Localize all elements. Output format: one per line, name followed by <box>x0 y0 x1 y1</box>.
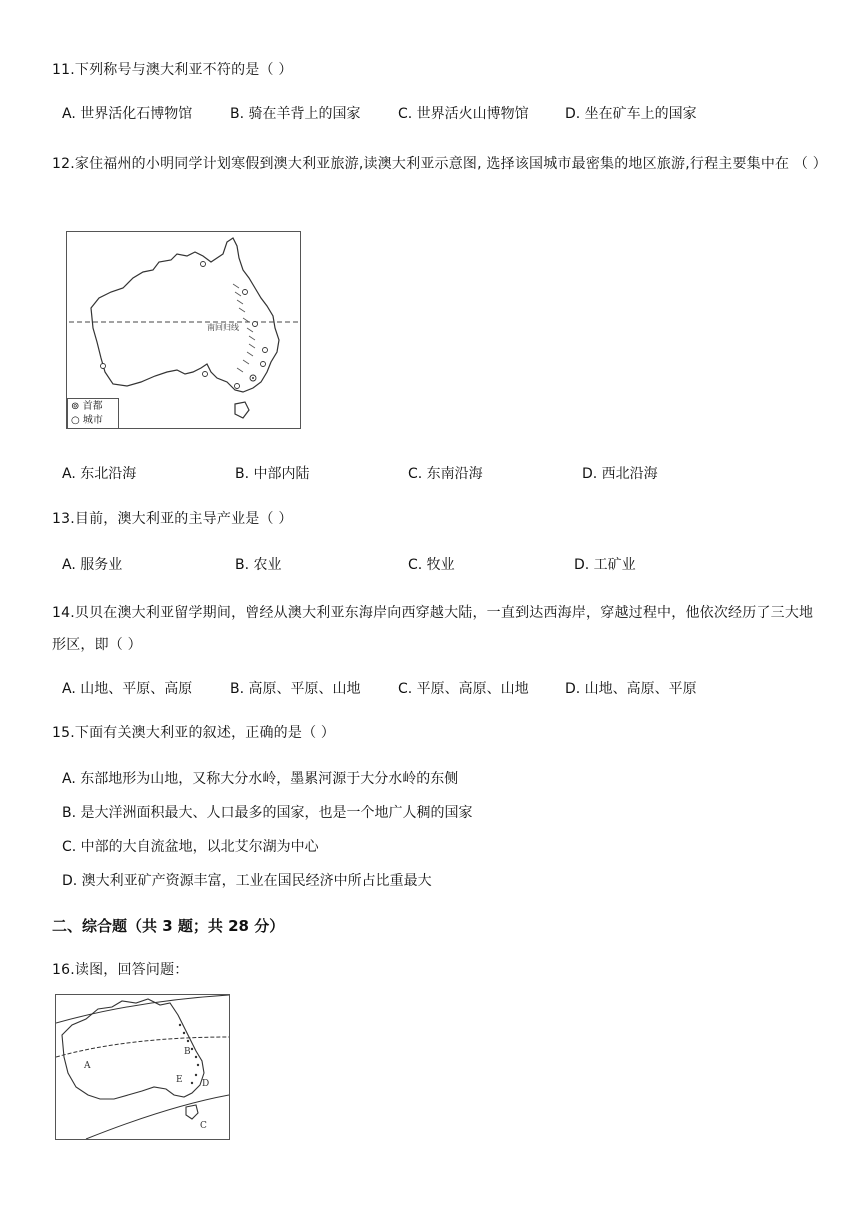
option-a[interactable]: A. 东部地形为山地，又称大分水岭，墨累河源于大分水岭的东侧 <box>62 771 459 787</box>
question-11-options <box>62 102 822 126</box>
australia-regions-outline <box>56 995 229 1139</box>
option-a[interactable]: A. 服务业 <box>62 557 123 573</box>
question-12-options <box>62 462 822 486</box>
map-label-e: E <box>176 1075 183 1085</box>
option-b[interactable]: B. 是大洋洲面积最大、人口最多的国家，也是一个地广人稠的国家 <box>62 805 473 821</box>
option-c[interactable]: C. 牧业 <box>408 557 455 573</box>
option-c[interactable]: C. 平原、高原、山地 <box>398 681 529 697</box>
map-label-a: A <box>84 1061 91 1071</box>
capital-symbol-icon: ⊚ <box>71 401 80 412</box>
section-heading: 二、综合题（共 3 题；共 28 分） <box>52 917 285 935</box>
option-d[interactable]: D. 西北沿海 <box>582 466 658 482</box>
question-14-options <box>62 677 822 701</box>
question-13-options <box>62 553 822 577</box>
map-label-b: B <box>184 1047 191 1057</box>
map-legend <box>67 398 119 429</box>
question-14-stem: 14.贝贝在澳大利亚留学期间，曾经从澳大利亚东海岸向西穿越大陆，一直到达西海岸，穿越过程中，他依次经历了三大地形区，即（ ） <box>52 605 814 653</box>
option-d[interactable]: D. 坐在矿车上的国家 <box>565 106 697 122</box>
legend-capital: ⊚ 首都 <box>71 401 103 412</box>
question-12-stem: 12.家住福州的小明同学计划寒假到澳大利亚旅游,读澳大利亚示意图, 选择该国城市最密集的地区旅游,行程主要集中在 （ ） <box>52 156 827 172</box>
option-b[interactable]: B. 骑在羊背上的国家 <box>230 106 361 122</box>
map-label-d: D <box>202 1079 210 1089</box>
australia-map <box>66 231 301 429</box>
option-b[interactable]: B. 中部内陆 <box>235 466 310 482</box>
question-11-stem: 11.下列称号与澳大利亚不符的是（ ） <box>52 62 293 78</box>
option-d[interactable]: D. 澳大利亚矿产资源丰富，工业在国民经济中所占比重最大 <box>62 873 432 889</box>
option-a[interactable]: A. 东北沿海 <box>62 466 137 482</box>
option-a[interactable]: A. 世界活化石博物馆 <box>62 106 193 122</box>
tropic-of-capricorn-label: 南回归线 <box>207 323 239 332</box>
city-symbol-icon: ○ <box>71 415 80 426</box>
option-c[interactable]: C. 中部的大自流盆地，以北艾尔湖为中心 <box>62 839 319 855</box>
question-13-stem: 13.目前，澳大利亚的主导产业是（ ） <box>52 511 293 527</box>
option-c[interactable]: C. 东南沿海 <box>408 466 483 482</box>
legend-city: ○ 城市 <box>71 415 103 426</box>
option-d[interactable]: D. 工矿业 <box>574 557 636 573</box>
question-16-map <box>55 994 230 1140</box>
option-d[interactable]: D. 山地、高原、平原 <box>565 681 697 697</box>
option-b[interactable]: B. 农业 <box>235 557 282 573</box>
question-16-stem: 16.读图，回答问题： <box>52 962 189 978</box>
option-a[interactable]: A. 山地、平原、高原 <box>62 681 193 697</box>
option-b[interactable]: B. 高原、平原、山地 <box>230 681 361 697</box>
question-15-stem: 15.下面有关澳大利亚的叙述，正确的是（ ） <box>52 725 336 741</box>
option-c[interactable]: C. 世界活火山博物馆 <box>398 106 529 122</box>
map-label-c: C <box>200 1121 207 1131</box>
